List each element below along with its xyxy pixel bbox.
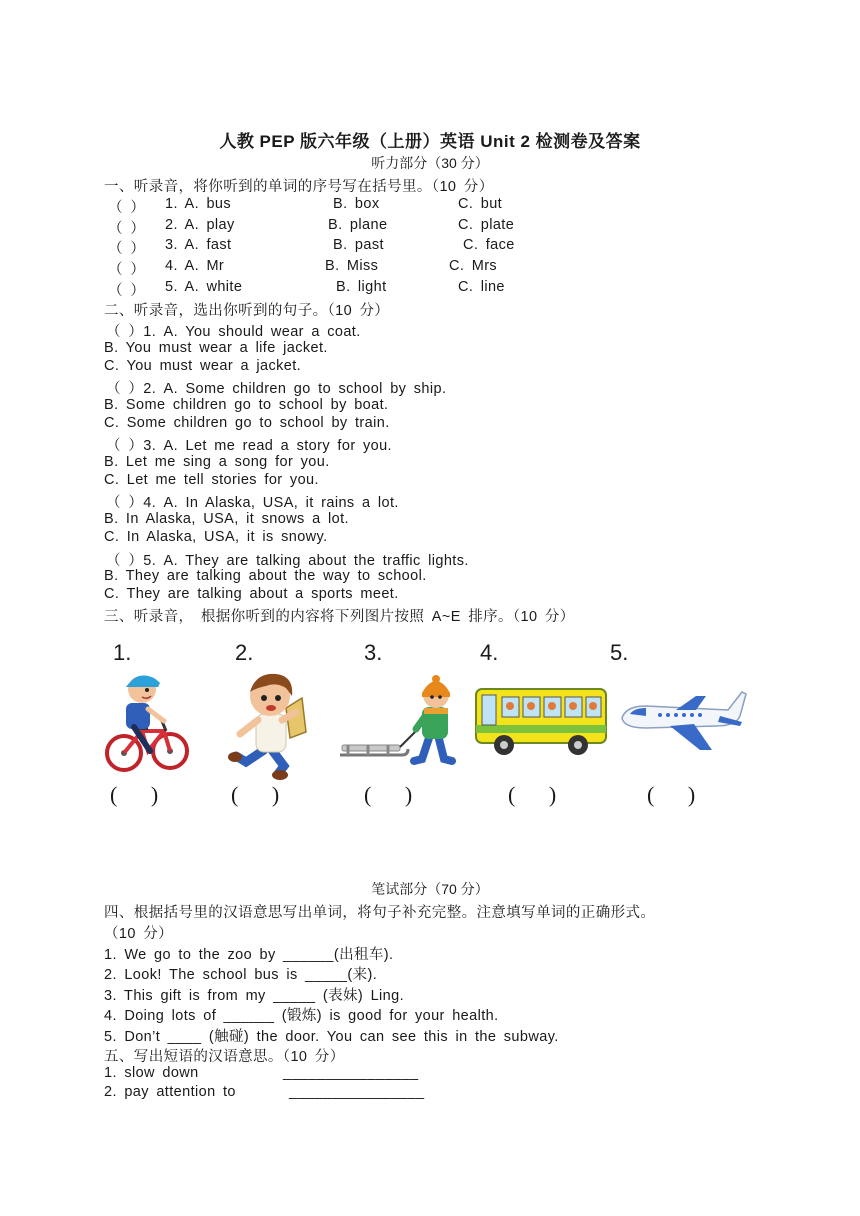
picture-number: 4. — [480, 640, 499, 665]
fill-in-sentence: 3. This gift is from my _____ (表妹) Ling. — [104, 988, 405, 1004]
bicycle-boy-icon — [104, 665, 190, 777]
sentence-option: C. You must wear a jacket. — [104, 358, 302, 374]
sentence-option: C. They are talking about a sports meet. — [104, 586, 399, 602]
option-b: B. box — [333, 196, 380, 212]
sentence-option: B. In Alaska, USA, it snows a lot. — [104, 511, 349, 527]
picture-answer-paren[interactable]: ( ) — [364, 782, 427, 807]
option-c: C. Mrs — [449, 258, 498, 274]
written-header: 笔试部分（70 分） — [371, 881, 489, 897]
sentence-option: B. Let me sing a song for you. — [104, 454, 330, 470]
listening-header: 听力部分（30 分） — [371, 155, 489, 171]
section4-heading-cont: （10 分） — [104, 926, 174, 942]
answer-paren[interactable]: （ ） — [108, 200, 146, 216]
picture-number: 5. — [610, 640, 629, 665]
sentence-option: （ ）4. A. In Alaska, USA, it rains a lot. — [106, 495, 399, 511]
fill-in-sentence: 2. Look! The school bus is _____(来). — [104, 967, 378, 983]
answer-blank[interactable]: ________________ — [283, 1065, 419, 1081]
option-c: C. plate — [458, 217, 515, 233]
sentence-option: C. Some children go to school by train. — [104, 415, 390, 431]
sentence-option: B. You must wear a life jacket. — [104, 340, 328, 356]
sentence-option: C. Let me tell stories for you. — [104, 472, 319, 488]
sentence-option: C. In Alaska, USA, it is snowy. — [104, 529, 328, 545]
option-c: C. face — [463, 237, 515, 253]
answer-paren[interactable]: （ ） — [108, 262, 146, 278]
fill-in-sentence: 5. Don’t ____ (触碰) the door. You can see this in the subway. — [104, 1029, 559, 1045]
option-b: B. past — [333, 237, 384, 253]
option-a: 2. A. play — [165, 217, 235, 233]
fill-in-sentence: 4. Doing lots of ______ (锻炼) is good for your health. — [104, 1008, 499, 1024]
section5-heading: 五、写出短语的汉语意思。（10 分） — [104, 1049, 345, 1065]
option-c: C. line — [458, 279, 505, 295]
section4-heading: 四、根据括号里的汉语意思写出单词，将句子补充完整。注意填写单词的正确形式。 — [104, 905, 656, 921]
answer-paren[interactable]: （ ） — [108, 241, 146, 257]
section2-heading: 二、听录音，选出你听到的句子。（10 分） — [104, 303, 390, 319]
answer-paren[interactable]: （ ） — [108, 221, 146, 237]
option-a: 1. A. bus — [165, 196, 232, 212]
phrase-item: 1. slow down — [104, 1065, 199, 1081]
airplane-icon — [616, 688, 748, 752]
section3-heading: 三、听录音， 根据你听到的内容将下列图片按照 A~E 排序。（10 分） — [104, 609, 575, 625]
running-boy-icon — [226, 668, 312, 780]
option-a: 3. A. fast — [165, 237, 232, 253]
page-title: 人教 PEP 版六年级（上册）英语 Unit 2 检测卷及答案 — [219, 132, 641, 151]
picture-number: 2. — [235, 640, 254, 665]
sentence-option: （ ）2. A. Some children go to school by ship. — [106, 381, 447, 397]
picture-number: 1. — [113, 640, 132, 665]
answer-paren[interactable]: （ ） — [108, 283, 146, 299]
option-b: B. Miss — [325, 258, 379, 274]
option-a: 5. A. white — [165, 279, 243, 295]
bus-icon — [474, 685, 610, 757]
picture-answer-paren[interactable]: ( ) — [508, 782, 571, 807]
answer-blank[interactable]: ________________ — [289, 1084, 425, 1100]
sled-boy-icon — [336, 675, 464, 767]
option-b: B. plane — [328, 217, 388, 233]
option-c: C. but — [458, 196, 503, 212]
sentence-option: （ ）1. A. You should wear a coat. — [106, 324, 361, 340]
option-a: 4. A. Mr — [165, 258, 225, 274]
phrase-item: 2. pay attention to — [104, 1084, 236, 1100]
sentence-option: （ ）5. A. They are talking about the traffic lights. — [106, 553, 469, 569]
sentence-option: （ ）3. A. Let me read a story for you. — [106, 438, 392, 454]
option-b: B. light — [336, 279, 387, 295]
picture-answer-paren[interactable]: ( ) — [647, 782, 710, 807]
sentence-option: B. They are talking about the way to school. — [104, 568, 427, 584]
section1-heading: 一、听录音，将你听到的单词的序号写在括号里。（10 分） — [104, 179, 494, 195]
sentence-option: B. Some children go to school by boat. — [104, 397, 389, 413]
picture-answer-paren[interactable]: ( ) — [231, 782, 294, 807]
fill-in-sentence: 1. We go to the zoo by ______(出租车). — [104, 947, 394, 963]
picture-answer-paren[interactable]: ( ) — [110, 782, 173, 807]
picture-number: 3. — [364, 640, 383, 665]
